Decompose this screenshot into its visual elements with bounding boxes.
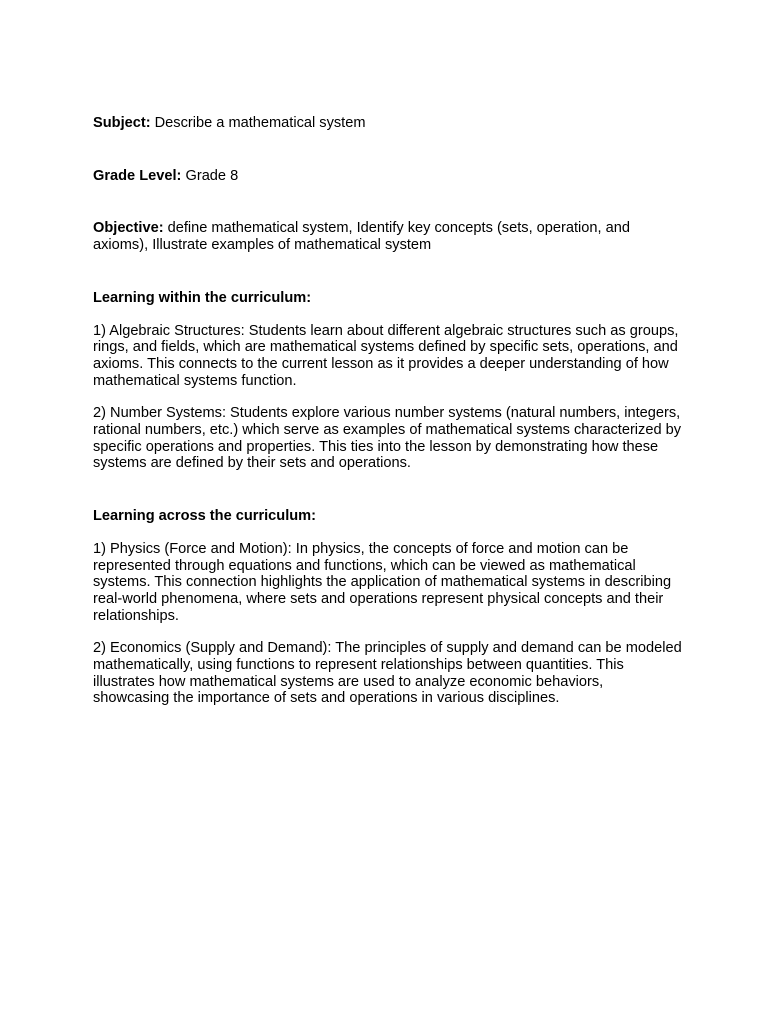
objective-label: Objective:: [93, 220, 164, 237]
document-body: [93, 115, 683, 707]
subject-line: [93, 115, 683, 132]
across-curriculum-item: 2) Economics (Supply and Demand): The principles of supply and demand can be modeled mathematically, using functions to represent relationships between quantities. This illustrates how mathematical systems are used to analyze economic behaviors, showcasing the importance of sets and operations in various disciplines.: [93, 640, 682, 707]
objective-line: [93, 220, 683, 253]
grade-level-label: Grade Level:: [93, 167, 182, 184]
subject-label: Subject:: [93, 115, 151, 131]
subject-value: Describe a mathematical system: [150, 115, 366, 131]
within-curriculum-item: 2) Number Systems: Students explore various number systems (natural numbers, integers, rational numbers, etc.) which serve as examples of mathematical systems characterized by specific operations and properties. This ties into the lesson by demonstrating how these systems are defined by their sets and operations.: [93, 405, 682, 472]
grade-level-value: Grade 8: [181, 167, 239, 184]
objective-value: define mathematical system, Identify key concepts (sets, operation, and axioms), Illustrate examples of mathematical system: [93, 220, 630, 254]
across-curriculum-item: 1) Physics (Force and Motion): In physics, the concepts of force and motion can be represented through equations and functions, which can be viewed as mathematical systems. This connection highlights the application of mathematical systems in describing real-world phenomena, where sets and operations represent physical concepts and their relationships.: [93, 540, 672, 624]
within-curriculum-item: 1) Algebraic Structures: Students learn about different algebraic structures such as groups, rings, and fields, which are mathematical systems defined by specific sets, operations, and axioms. This connects to the current lesson as it provides a deeper understanding of how mathematical systems function.: [93, 322, 679, 389]
across-curriculum-heading-text: Learning across the curriculum:: [93, 508, 317, 525]
within-curriculum-heading-text: Learning within the curriculum:: [93, 289, 312, 306]
grade-level-line: [93, 168, 683, 185]
within-curriculum-heading: [93, 290, 683, 307]
across-curriculum-heading: [93, 508, 683, 525]
